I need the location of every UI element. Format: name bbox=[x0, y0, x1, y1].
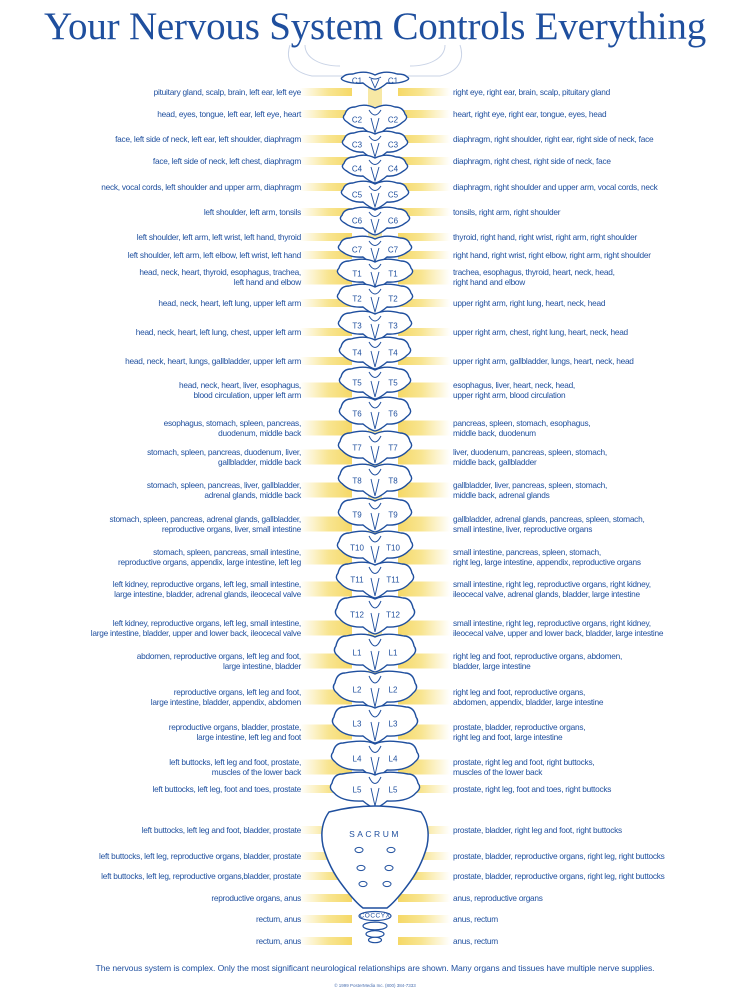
vertebra-label-right: T10 bbox=[386, 543, 400, 553]
nerve-label-line: prostate, bladder, right leg and foot, right buttocks bbox=[453, 825, 622, 835]
nerve-label-right-t12 bbox=[453, 618, 663, 638]
vertebra-label-left: T1 bbox=[352, 269, 362, 279]
vertebra-label-right: T3 bbox=[388, 321, 398, 331]
nerve-label-left-t9 bbox=[109, 514, 301, 534]
nerve-label-line: gallbladder, middle back bbox=[217, 457, 301, 467]
vertebra-t2 bbox=[337, 284, 412, 314]
nerve-label-line: head, eyes, tongue, left ear, left eye, heart bbox=[157, 109, 301, 119]
nerve-label-left-c7 bbox=[137, 232, 301, 242]
coccyx-segment bbox=[363, 922, 387, 930]
nerve-label-right-c7 bbox=[453, 232, 637, 242]
nerve-label-line: stomach, spleen, pancreas, liver, gallbladder, bbox=[146, 480, 301, 490]
vertebra-label-right: T8 bbox=[388, 476, 398, 486]
nerve-label-line: prostate, right leg, foot and toes, right buttocks bbox=[453, 784, 612, 794]
nerve-label-line: muscles of the lower back bbox=[211, 767, 301, 777]
nerve-label-line: left buttocks, left leg and foot, prostate, bbox=[169, 757, 301, 767]
vertebra-label-left: T10 bbox=[350, 543, 364, 553]
vertebra-label-right: C4 bbox=[387, 164, 399, 174]
nerve-label-line: left buttocks, left leg, reproductive organs,bladder, prostate bbox=[101, 871, 301, 881]
nerve-label-right-l1 bbox=[453, 651, 622, 671]
nerve-label-line: large intestine, bladder, adrenal glands, ileocecal valve bbox=[114, 589, 301, 599]
nerve-label-left-s5 bbox=[256, 914, 301, 924]
vertebra-label-left: T12 bbox=[350, 610, 364, 620]
vertebra-label-left: L1 bbox=[352, 648, 362, 658]
nerve-label-line: middle back, duodenum bbox=[453, 428, 536, 438]
vertebra-label-left: C5 bbox=[351, 190, 363, 200]
nerve-label-left-s4 bbox=[211, 893, 301, 903]
nerve-label-line: head, neck, heart, liver, esophagus, bbox=[179, 380, 301, 390]
nerve-branch-left bbox=[300, 915, 352, 923]
nerve-label-line: large intestine, bladder bbox=[223, 661, 301, 671]
nerve-label-line: anus, rectum bbox=[453, 936, 498, 946]
vertebra-label-right: C5 bbox=[387, 190, 399, 200]
skull-outline bbox=[288, 45, 461, 76]
sacrum bbox=[322, 806, 428, 908]
coccyx-segment bbox=[366, 931, 384, 938]
nerve-label-right-c1 bbox=[453, 87, 610, 97]
nerve-label-line: small intestine, right leg, reproductive organs, right kidney, bbox=[453, 579, 651, 589]
nerve-label-line: right leg, large intestine, appendix, reproductive organs bbox=[453, 557, 641, 567]
nerve-label-left-t2 bbox=[158, 298, 301, 308]
nerve-label-left-l2 bbox=[151, 687, 301, 707]
nerve-label-right-t10 bbox=[453, 547, 641, 567]
nerve-label-line: small intestine, right leg, reproductive organs, right kidney, bbox=[453, 618, 651, 628]
nerve-label-line: tonsils, right arm, right shoulder bbox=[453, 207, 561, 217]
nerve-label-right-s4 bbox=[453, 893, 543, 903]
nerve-label-line: abdomen, reproductive organs, left leg and foot, bbox=[136, 651, 301, 661]
nerve-label-right-c6 bbox=[453, 207, 560, 217]
vertebra-label-right: T2 bbox=[388, 294, 398, 304]
vertebra-label-left: L3 bbox=[352, 719, 362, 729]
nerve-branch-right bbox=[398, 894, 450, 902]
nerve-label-line: face, left side of neck, left chest, diaphragm bbox=[152, 156, 301, 166]
nerve-label-line: heart, right eye, right ear, tongue, eyes, head bbox=[453, 109, 607, 119]
nerve-label-right-l4 bbox=[453, 757, 594, 777]
nerve-branch-right bbox=[398, 915, 450, 923]
nerve-label-left-l4 bbox=[169, 757, 301, 777]
vertebra-label-left: T8 bbox=[352, 476, 362, 486]
nerve-label-line: left shoulder, left arm, left wrist, left hand, thyroid bbox=[136, 232, 301, 242]
nerve-label-line: reproductive organs, liver, small intestine bbox=[161, 524, 301, 534]
nerve-label-left-t11 bbox=[113, 579, 301, 599]
nerve-label-line: neck, vocal cords, left shoulder and upper arm, diaphragm bbox=[101, 182, 301, 192]
vertebra-t1 bbox=[337, 259, 412, 289]
vertebra-label-right: L3 bbox=[388, 719, 398, 729]
nerve-label-right-t3 bbox=[453, 327, 628, 337]
nerve-label-line: reproductive organs, left leg and foot, bbox=[173, 687, 301, 697]
vertebra-label-left: C7 bbox=[351, 245, 363, 255]
nerve-branch-left bbox=[300, 937, 352, 945]
nerve-label-line: middle back, adrenal glands bbox=[453, 490, 550, 500]
nerve-branch-right bbox=[398, 88, 450, 96]
nerve-label-line: upper right arm, right lung, heart, neck, head bbox=[453, 298, 606, 308]
nerve-label-line: head, neck, heart, thyroid, esophagus, trachea, bbox=[139, 267, 301, 277]
nerve-label-line: bladder, large intestine bbox=[453, 661, 531, 671]
nerve-label-left-c3 bbox=[115, 134, 301, 144]
nerve-label-left-co bbox=[256, 936, 301, 946]
nerve-label-left-t8 bbox=[147, 480, 301, 500]
nerve-branch-right bbox=[398, 421, 450, 436]
nerve-label-line: left kidney, reproductive organs, left leg, small intestine, bbox=[112, 579, 301, 589]
nerve-label-line: left buttocks, left leg and foot, bladder, prostate bbox=[141, 825, 301, 835]
nerve-label-line: pancreas, spleen, stomach, esophagus, bbox=[453, 418, 591, 428]
nerve-label-left-l3 bbox=[169, 722, 301, 742]
vertebra-label-right: T4 bbox=[388, 348, 398, 358]
nerve-label-left-l1 bbox=[137, 651, 301, 671]
nerve-branch-right bbox=[398, 937, 450, 945]
nerve-label-left-s2 bbox=[99, 851, 301, 861]
nerve-label-right-s3 bbox=[453, 871, 665, 881]
nerve-label-line: face, left side of neck, left ear, left shoulder, diaphragm bbox=[115, 134, 301, 144]
nerve-label-right-s5 bbox=[453, 914, 498, 924]
vertebra-label-right: T6 bbox=[388, 409, 398, 419]
vertebra-label-left: T3 bbox=[352, 321, 362, 331]
nerve-label-right-t11 bbox=[453, 579, 651, 599]
vertebra-label-left: C1 bbox=[351, 76, 363, 86]
nerve-label-left-c2 bbox=[157, 109, 301, 119]
nerve-label-left-t6 bbox=[164, 418, 301, 438]
vertebra-label-left: T6 bbox=[352, 409, 362, 419]
nerve-label-right-t6 bbox=[453, 418, 590, 438]
nerve-label-right-c8 bbox=[453, 250, 651, 260]
nerve-label-line: right eye, right ear, brain, scalp, pituitary gland bbox=[453, 87, 610, 97]
nerve-label-right-t7 bbox=[453, 447, 607, 467]
vertebra-label-right: T7 bbox=[388, 443, 398, 453]
nerve-label-line: esophagus, stomach, spleen, pancreas, bbox=[163, 418, 301, 428]
nerve-label-right-s2 bbox=[453, 851, 665, 861]
nerve-label-line: stomach, spleen, pancreas, adrenal glands, gallbladder, bbox=[109, 514, 301, 524]
vertebra-label-left: C3 bbox=[351, 140, 363, 150]
nerve-label-line: anus, reproductive organs bbox=[453, 893, 543, 903]
nerve-label-line: diaphragm, right shoulder and upper arm, vocal cords, neck bbox=[453, 182, 658, 192]
nerve-label-line: prostate, right leg and foot, right buttocks, bbox=[453, 757, 595, 767]
nerve-label-right-t5 bbox=[453, 380, 575, 400]
nerve-label-right-t9 bbox=[453, 514, 645, 534]
nerve-label-line: ileocecal valve, upper and lower back, bladder, large intestine bbox=[453, 628, 664, 638]
nerve-label-line: small intestine, liver, reproductive organs bbox=[453, 524, 593, 534]
nerve-label-line: duodenum, middle back bbox=[218, 428, 301, 438]
vertebra-label-right: L4 bbox=[388, 754, 398, 764]
nerve-label-left-t5 bbox=[179, 380, 301, 400]
nerve-label-left-t10 bbox=[118, 547, 301, 567]
vertebra-label-right: L5 bbox=[388, 785, 398, 795]
nerve-label-line: prostate, bladder, reproductive organs, right leg, right buttocks bbox=[453, 851, 665, 861]
nerve-label-line: ileocecal valve, adrenal glands, bladder, large intestine bbox=[453, 589, 640, 599]
nerve-label-left-c4 bbox=[153, 156, 301, 166]
vertebra-c6 bbox=[340, 207, 409, 235]
nerve-label-line: rectum, anus bbox=[256, 936, 301, 946]
nerve-branch-left bbox=[300, 894, 352, 902]
nerve-label-line: upper right arm, blood circulation bbox=[453, 390, 566, 400]
nerve-label-line: large intestine, bladder, upper and lower back, ileocecal valve bbox=[90, 628, 301, 638]
vertebra-label-left: L5 bbox=[352, 785, 362, 795]
nerve-label-line: head, neck, heart, left lung, chest, upper left arm bbox=[135, 327, 301, 337]
nerve-label-line: head, neck, heart, left lung, upper left arm bbox=[158, 298, 301, 308]
vertebra-label-right: T5 bbox=[388, 378, 398, 388]
nerve-label-line: thyroid, right hand, right wrist, right arm, right shoulder bbox=[453, 232, 637, 242]
vertebra-label-right: T11 bbox=[386, 575, 400, 585]
vertebra-label-right: C1 bbox=[387, 76, 399, 86]
nerve-label-line: right hand and elbow bbox=[453, 277, 526, 287]
nerve-label-line: right leg and foot, reproductive organs, abdomen, bbox=[453, 651, 623, 661]
nerve-label-line: prostate, bladder, reproductive organs, right leg, right buttocks bbox=[453, 871, 665, 881]
vertebra-label-right: L1 bbox=[388, 648, 398, 658]
nerve-label-left-s1 bbox=[142, 825, 301, 835]
footnote: The nervous system is complex. Only the most significant neurological relationships are shown. Many organs and tissues have multiple nerve supplies. bbox=[95, 963, 655, 973]
nerve-label-line: pituitary gland, scalp, brain, left ear, left eye bbox=[153, 87, 301, 97]
nerve-label-left-l5 bbox=[152, 784, 301, 794]
nerve-label-line: abdomen, appendix, bladder, large intestine bbox=[453, 697, 604, 707]
vertebra-label-right: C2 bbox=[387, 115, 399, 125]
nerve-label-right-c2 bbox=[453, 109, 606, 119]
nerve-branch-left bbox=[300, 421, 352, 436]
nerve-label-left-c6 bbox=[204, 207, 301, 217]
vertebra-label-right: L2 bbox=[388, 685, 398, 695]
nerve-label-right-l5 bbox=[453, 784, 611, 794]
nerve-label-right-l2 bbox=[453, 687, 603, 707]
nerve-label-line: left hand and elbow bbox=[233, 277, 301, 287]
nerve-label-left-c8 bbox=[128, 250, 301, 260]
nerve-label-right-co bbox=[453, 936, 498, 946]
nerve-label-line: left shoulder, left arm, tonsils bbox=[203, 207, 301, 217]
nerve-label-left-s3 bbox=[101, 871, 301, 881]
vertebra-t3 bbox=[338, 311, 411, 341]
nerve-label-line: liver, duodenum, pancreas, spleen, stomach, bbox=[453, 447, 607, 457]
nerve-label-line: trachea, esophagus, thyroid, heart, neck, head, bbox=[453, 267, 615, 277]
nerve-branch-left bbox=[300, 357, 352, 365]
nerve-label-line: reproductive organs, bladder, prostate, bbox=[168, 722, 301, 732]
nerve-label-left-t12 bbox=[91, 618, 301, 638]
nerve-branch-left bbox=[300, 88, 352, 96]
nerve-label-line: esophagus, liver, heart, neck, head, bbox=[453, 380, 575, 390]
nerve-label-line: head, neck, heart, lungs, gallbladder, upper left arm bbox=[125, 356, 301, 366]
vertebra-label-left: C2 bbox=[351, 115, 363, 125]
nerve-label-line: upper right arm, gallbladder, lungs, heart, neck, head bbox=[453, 356, 634, 366]
vertebra-l5 bbox=[330, 772, 419, 808]
sacrum-label: SACRUM bbox=[349, 829, 401, 839]
vertebra-label-left: T9 bbox=[352, 510, 362, 520]
nerve-label-left-t1 bbox=[139, 267, 301, 287]
vertebra-label-left: T11 bbox=[350, 575, 364, 585]
nerve-label-line: left kidney, reproductive organs, left leg, small intestine, bbox=[112, 618, 301, 628]
nerve-label-line: small intestine, pancreas, spleen, stomach, bbox=[453, 547, 601, 557]
vertebra-c7 bbox=[338, 236, 411, 264]
nerve-label-right-l3 bbox=[453, 722, 585, 742]
nerve-label-right-s1 bbox=[453, 825, 622, 835]
nerve-label-line: rectum, anus bbox=[256, 914, 301, 924]
vertebra-label-right: T1 bbox=[388, 269, 398, 279]
vertebra-label-right: T12 bbox=[386, 610, 400, 620]
nerve-label-right-c5 bbox=[453, 182, 658, 192]
vertebra-label-left: C4 bbox=[351, 164, 363, 174]
poster-title: Your Nervous System Controls Everything bbox=[43, 5, 707, 48]
vertebra-label-left: L2 bbox=[352, 685, 362, 695]
nerve-label-line: muscles of the lower back bbox=[453, 767, 543, 777]
vertebra-label-left: C6 bbox=[351, 216, 363, 226]
nerve-label-line: blood circulation, upper left arm bbox=[193, 390, 301, 400]
nerve-label-line: gallbladder, adrenal glands, pancreas, spleen, stomach, bbox=[453, 514, 645, 524]
nerve-label-line: left shoulder, left arm, left elbow, left wrist, left hand bbox=[127, 250, 301, 260]
vertebra-label-right: C7 bbox=[387, 245, 399, 255]
nerve-label-line: middle back, gallbladder bbox=[453, 457, 537, 467]
nerve-label-right-t4 bbox=[453, 356, 634, 366]
nerve-label-line: adrenal glands, middle back bbox=[204, 490, 301, 500]
nerve-label-right-c4 bbox=[453, 156, 611, 166]
vertebra-label-right: C3 bbox=[387, 140, 399, 150]
nerve-label-line: stomach, spleen, pancreas, small intestine, bbox=[153, 547, 301, 557]
nerve-label-line: right leg and foot, reproductive organs, bbox=[453, 687, 586, 697]
vertebra-label-right: T9 bbox=[388, 510, 398, 520]
nerve-label-line: stomach, spleen, pancreas, duodenum, liver, bbox=[147, 447, 301, 457]
vertebra-label-left: T5 bbox=[352, 378, 362, 388]
vertebra-label-right: C6 bbox=[387, 216, 399, 226]
nerve-label-line: prostate, bladder, reproductive organs, bbox=[453, 722, 586, 732]
nerve-label-line: large intestine, left leg and foot bbox=[196, 732, 301, 742]
coccyx-label: COCCYX bbox=[359, 912, 391, 920]
copyright-notice: © 1999 PosterMedia Inc. (800) 384-7333 bbox=[334, 983, 416, 988]
nerve-label-right-t1 bbox=[453, 267, 615, 287]
nerve-label-right-c3 bbox=[453, 134, 653, 144]
nerve-label-line: upper right arm, chest, right lung, heart, neck, head bbox=[453, 327, 628, 337]
vertebra-label-left: T4 bbox=[352, 348, 362, 358]
nerve-label-left-c1 bbox=[154, 87, 301, 97]
nerve-label-line: right leg and foot, large intestine bbox=[453, 732, 563, 742]
nerve-label-line: anus, rectum bbox=[453, 914, 498, 924]
nerve-label-right-t2 bbox=[453, 298, 605, 308]
nerve-label-left-t3 bbox=[136, 327, 301, 337]
nerve-label-line: gallbladder, liver, pancreas, spleen, stomach, bbox=[453, 480, 608, 490]
nerve-label-left-t7 bbox=[147, 447, 301, 467]
nerve-label-line: left buttocks, left leg, foot and toes, prostate bbox=[152, 784, 301, 794]
nerve-label-line: right hand, right wrist, right elbow, right arm, right shoulder bbox=[453, 250, 651, 260]
coccyx-segment bbox=[369, 937, 382, 942]
nerve-label-line: diaphragm, right chest, right side of neck, face bbox=[453, 156, 611, 166]
nerve-label-line: diaphragm, right shoulder, right ear, right side of neck, face bbox=[453, 134, 654, 144]
vertebra-label-left: T2 bbox=[352, 294, 362, 304]
nerve-branch-right bbox=[398, 357, 450, 365]
nerve-label-line: reproductive organs, appendix, large intestine, left leg bbox=[118, 557, 301, 567]
nerve-label-line: large intestine, bladder, appendix, abdomen bbox=[150, 697, 301, 707]
nerve-label-line: left buttocks, left leg, reproductive organs, bladder, prostate bbox=[99, 851, 301, 861]
nerve-label-left-c5 bbox=[101, 182, 301, 192]
nerve-label-right-t8 bbox=[453, 480, 607, 500]
vertebra-label-left: T7 bbox=[352, 443, 362, 453]
nerve-label-left-t4 bbox=[125, 356, 301, 366]
nerve-label-line: reproductive organs, anus bbox=[211, 893, 301, 903]
vertebra-label-left: L4 bbox=[352, 754, 362, 764]
